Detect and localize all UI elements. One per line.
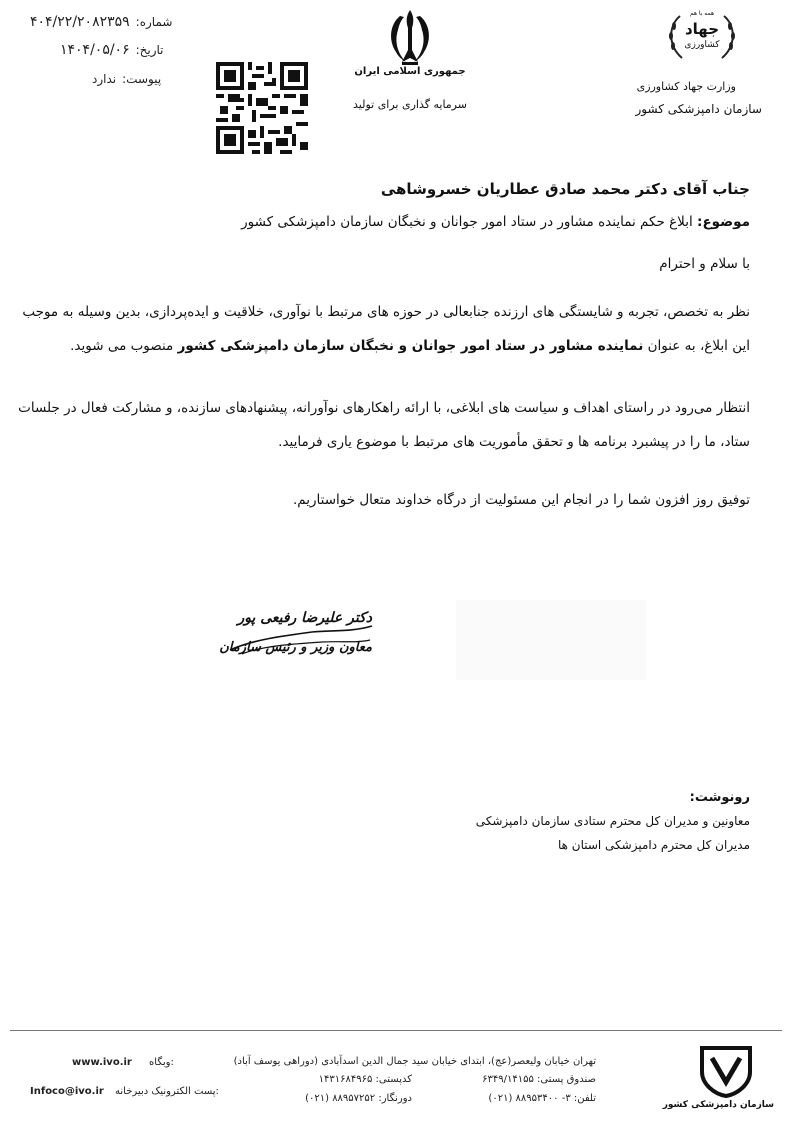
logo-word-jahad: جهاد — [684, 20, 720, 38]
ministry-name: وزارت جهاد کشاورزی — [636, 80, 736, 93]
date-value: ۱۴۰۴/۰۵/۰۶ — [60, 42, 130, 58]
paragraph-1 — [22, 298, 750, 360]
greeting: با سلام و احترام — [659, 256, 750, 272]
subject-label: موضوع: — [697, 214, 750, 230]
p1-line2-end: منصوب می شوید. — [70, 338, 174, 354]
appointment-title: نماینده مشاور در ستاد امور جوانان و نخبگان سازمان دامپزشکی کشور — [177, 338, 644, 354]
logo-word-keshavarzi: کشاورزی — [684, 40, 720, 50]
org-footer-logo — [662, 1042, 776, 1122]
footer-phone: تلفن: ۳- ۸۸۹۵۳۴۰۰ (۰۲۱) — [488, 1093, 596, 1104]
website-link[interactable]: www.ivo.ir — [72, 1057, 132, 1068]
cc-label: رونوشت: — [689, 790, 750, 805]
number-label: شماره: — [135, 15, 173, 29]
signature-block — [219, 610, 382, 670]
ministry-logo — [660, 6, 744, 64]
footer-address: تهران خیابان ولیعصر(عج)، ابتدای خیابان سید جمال الدین اسدآبادی (دوراهی یوسف آباد) — [233, 1056, 596, 1067]
letter-attachment — [92, 72, 161, 86]
motto: سرمایه گذاری برای تولید — [353, 98, 467, 111]
footer-fax: دورنگار: ۸۸۹۵۷۲۵۲ (۰۲۱) — [305, 1093, 412, 1104]
emblem-caption: جمهوری اسلامی ایران — [354, 66, 466, 77]
attachment-label: پیوست: — [122, 72, 162, 86]
email-link[interactable]: Infoco@ivo.ir — [30, 1086, 104, 1097]
p1-line2-start: این ابلاغ، به عنوان — [647, 338, 750, 354]
qr-code-icon — [216, 62, 308, 154]
email-label: پست الکترونیک دبیرخانه: — [115, 1086, 219, 1097]
handwritten-signature-icon — [222, 610, 382, 670]
p2-line-2: ستاد، ما را در پیشبرد برنامه ها و تحقق مأموریت های مرتبط با موضوع یاری فرمایید. — [278, 434, 750, 450]
org-footer-logo-text: سازمان دامپزشکی کشور — [662, 1100, 774, 1110]
logo-small-text: همه با هم — [689, 10, 715, 17]
p2-line-1: انتظار می‌رود در راستای اهداف و سیاست های ابلاغی، با ارائه راهکارهای نوآورانه، پیشنهادهای سازنده، و مشارکت فعال در جلسات — [18, 400, 750, 416]
p1-line-2 — [40, 332, 750, 360]
cc-item: معاونین و مدیران کل محترم ستادی سازمان دامپزشکی — [475, 814, 750, 828]
organization-name: سازمان دامپزشکی کشور — [635, 102, 762, 116]
subject-line — [241, 214, 750, 230]
iran-emblem-icon — [380, 6, 440, 68]
subject-text: ابلاغ حکم نماینده مشاور در ستاد امور جوانان و نخبگان سازمان دامپزشکی کشور — [241, 214, 693, 230]
footer-postal-code: کدپستی: ۱۴۳۱۶۸۴۹۶۵ — [318, 1074, 412, 1085]
p1-line-1: نظر به تخصص، تجربه و شایستگی های ارزنده جنابعالی در حوزه های مرتبط با نوآوری، خلاقیت و ایده‌پردازی، بدین وسیله به موجب — [22, 304, 750, 320]
paragraph-2 — [18, 394, 750, 456]
attachment-value: ندارد — [92, 72, 117, 86]
letter-number — [30, 14, 172, 30]
recipient: جناب آقای دکتر محمد صادق عطاریان خسروشاهی — [380, 180, 750, 198]
website-label: وبگاه: — [149, 1057, 174, 1068]
footer-website-row — [72, 1057, 174, 1068]
stamp-area — [456, 600, 646, 680]
number-value: ۴۰۴/۲۲/۲۰۸۲۳۵۹ — [30, 14, 130, 30]
footer-divider — [10, 1030, 782, 1031]
letter-date — [60, 42, 164, 58]
footer-email-row — [30, 1086, 219, 1097]
closing-line: توفیق روز افزون شما را در انجام این مسئولیت از درگاه خداوند متعال خواستاریم. — [292, 492, 750, 508]
cc-item: مدیران کل محترم دامپزشکی استان ها — [557, 838, 750, 852]
vet-shield-icon — [696, 1042, 756, 1098]
signatory-title: معاون وزیر و رئیس سازمان — [219, 640, 372, 655]
date-label: تاریخ: — [135, 43, 164, 57]
footer-po-box: صندوق پستی: ۶۳۴۹/۱۴۱۵۵ — [482, 1074, 596, 1085]
signatory-name: دکتر علیرضا رفیعی پور — [237, 610, 372, 626]
